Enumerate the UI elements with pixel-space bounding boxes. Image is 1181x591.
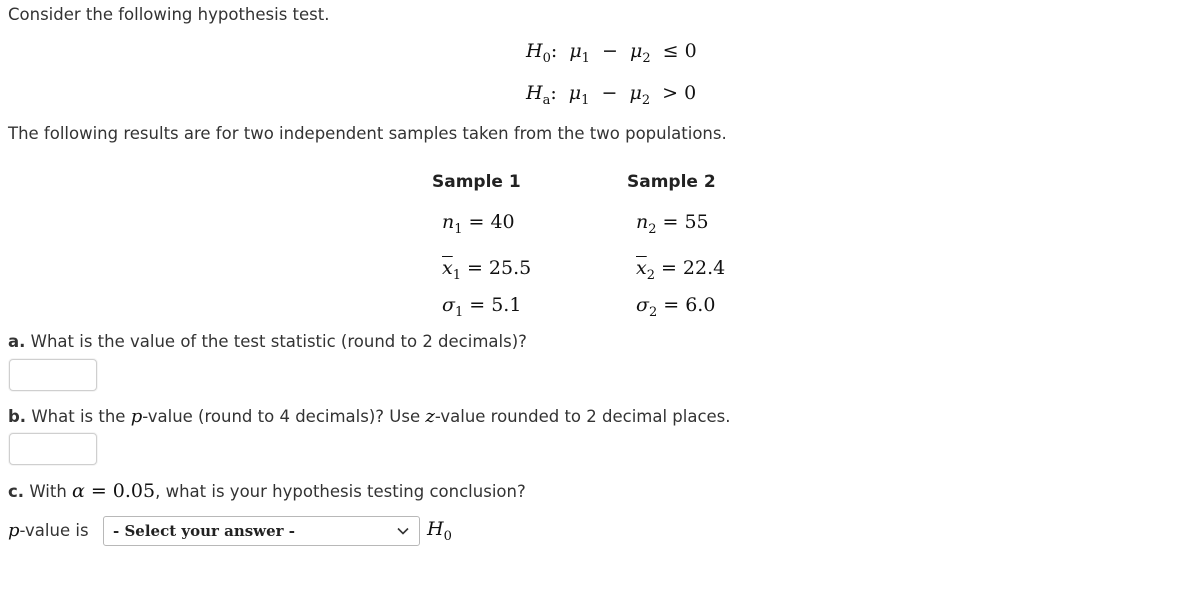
- sample-2-sigma: $\sigma_2 = 6.0$: [636, 294, 716, 320]
- sample-2-n: $n_2 = 55$: [636, 211, 709, 237]
- chevron-down-icon: [393, 521, 413, 541]
- sample-1-sigma: $\sigma_1 = 5.1$: [442, 294, 522, 320]
- intro-text: Consider the following hypothesis test.: [8, 5, 330, 24]
- conclusion-select-value: - Select your answer -: [113, 522, 295, 540]
- question-b: b. What is the p-value (round to 4 decimals)? Use z-value rounded to 2 decimal places.: [8, 406, 731, 427]
- sample-1-n: $n_1 = 40$: [442, 211, 515, 237]
- question-a-label: a.: [8, 332, 26, 351]
- null-hypothesis: $H_0$: $\mu_1 - \mu_2 \le 0$: [526, 40, 697, 66]
- conclusion-h0: $H_0$: [427, 518, 452, 544]
- question-c-label: c.: [8, 482, 25, 501]
- results-text: The following results are for two independent samples taken from the two populations.: [8, 124, 727, 143]
- sample-1-header: Sample 1: [432, 172, 521, 192]
- question-a: [8, 332, 527, 351]
- question-c: c. With α = 0.05, what is your hypothesis testing conclusion?: [8, 480, 526, 502]
- sample-2-header: Sample 2: [627, 172, 716, 192]
- alternative-hypothesis: $H_a$: $\mu_1 - \mu_2 > 0$: [526, 82, 697, 108]
- p-value-input[interactable]: [9, 433, 97, 465]
- sample-1-mean: $\overline{x}_1 = 25.5$: [442, 257, 532, 283]
- conclusion-select[interactable]: [103, 516, 420, 546]
- conclusion-label: p-value is: [8, 520, 89, 541]
- test-statistic-input[interactable]: [9, 359, 97, 391]
- question-a-text: What is the value of the test statistic (round to 2 decimals)?: [30, 332, 527, 351]
- sample-2-mean: $\overline{x}_2 = 22.4$: [636, 257, 726, 283]
- question-b-label: b.: [8, 407, 27, 426]
